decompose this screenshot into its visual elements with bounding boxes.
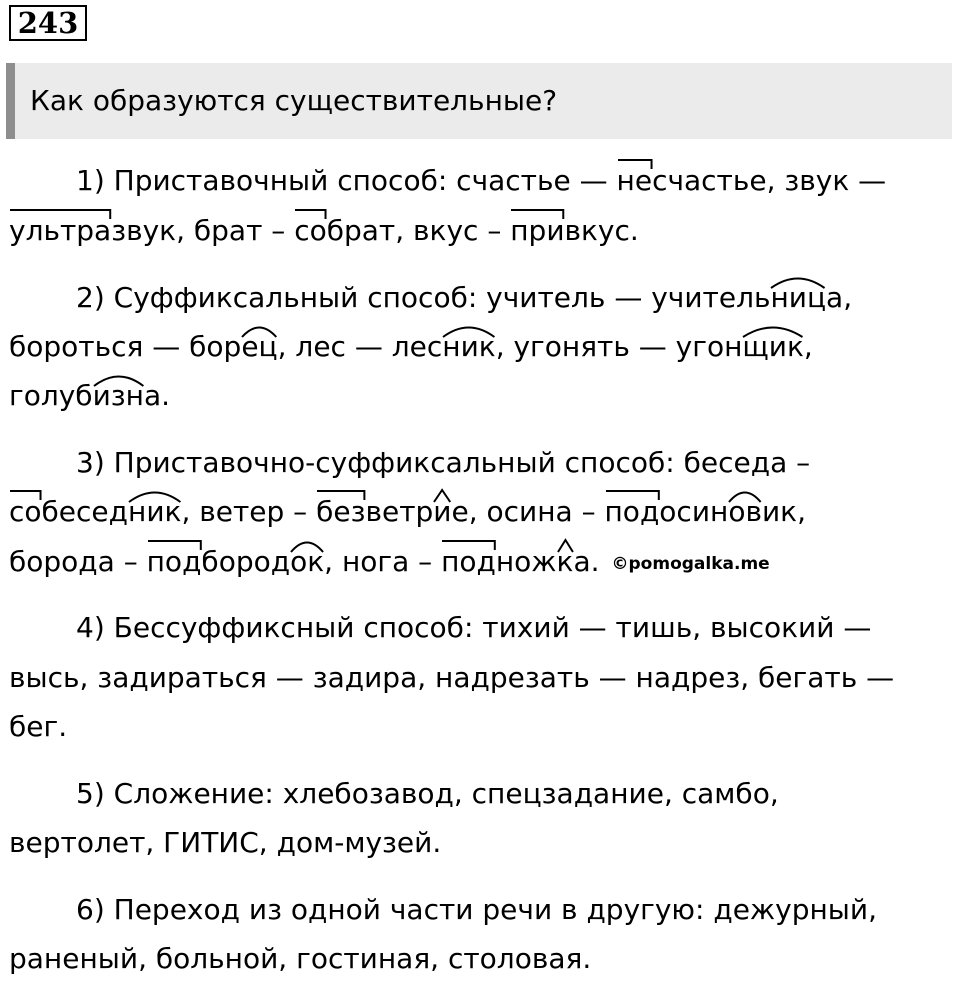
text-segment: , нога – <box>324 545 442 578</box>
text-segment: 1) Приставочный способ: счастье — <box>76 164 617 197</box>
suffix-caret-icon <box>728 489 762 503</box>
prefix-mark: ультра <box>9 214 111 247</box>
question-banner <box>6 63 952 139</box>
exercise-number: 243 <box>9 5 87 41</box>
text-segment: , <box>803 330 813 363</box>
suffix-caret-icon <box>290 539 324 553</box>
answer-p2-line3 <box>9 379 170 413</box>
answer-p6-line2: раненый, больной, гостиная, столовая. <box>9 942 592 975</box>
suffix-caret-icon <box>442 324 495 338</box>
answer-p1-line1 <box>76 164 886 198</box>
text-segment: голуб <box>9 379 93 412</box>
prefix-mark: без <box>316 495 365 528</box>
text-segment: счастье, звук — <box>652 164 887 197</box>
prefix-mark: под <box>441 545 496 578</box>
text-segment: бесед <box>41 495 129 528</box>
text-segment: а, <box>826 281 853 314</box>
text-segment: нож <box>495 545 557 578</box>
suffix-caret-icon <box>241 324 277 338</box>
suffix-mark: ник <box>442 330 495 363</box>
prefix-mark: под <box>147 545 202 578</box>
suffix-mark: к <box>557 545 574 578</box>
question-accent-bar <box>6 63 15 139</box>
prefix-bracket-icon <box>605 489 660 503</box>
answer-p1-line2 <box>9 214 639 248</box>
text-segment: а. <box>573 545 600 578</box>
answer-p6-line1: 6) Переход из одной части речи в другую: дежурный, <box>76 893 877 926</box>
suffix-mark: изн <box>93 379 144 412</box>
text-segment: вкус. <box>564 214 639 247</box>
text-segment: ик, <box>761 495 806 528</box>
text-segment: бороться — бор <box>9 330 242 363</box>
prefix-mark: не <box>617 164 653 197</box>
suffix-mark: ниц <box>770 281 826 314</box>
prefix-mark: со <box>9 495 42 528</box>
text-segment: 3) Приставочно-суффиксальный способ: беседа – <box>76 446 811 479</box>
suffix-mark: ок <box>290 545 324 578</box>
suffix-caret-icon <box>128 489 181 503</box>
prefix-bracket-icon <box>510 208 564 222</box>
suffix-caret-icon <box>93 373 144 387</box>
text-segment: 2) Суффиксальный способ: учитель — учитель <box>76 281 771 314</box>
suffix-mark: ов <box>728 495 762 528</box>
prefix-bracket-icon <box>294 208 327 222</box>
answer-p4-line3: бег. <box>9 710 68 743</box>
text-segment: , ветер – <box>181 495 317 528</box>
answer-p5-line2: вертолет, ГИТИС, дом-музей. <box>9 826 442 859</box>
answer-p4-line2: высь, задираться — задира, надрезать — надрез, бегать — <box>9 661 895 694</box>
suffix-caret-icon <box>770 275 826 289</box>
text-segment: ветр <box>365 495 434 528</box>
text-segment: , лес — лес <box>277 330 443 363</box>
text-segment: , угонять — угон <box>495 330 743 363</box>
suffix-mark: ник <box>128 495 181 528</box>
watermark: ©pomogalka.me <box>611 554 770 574</box>
prefix-mark: со <box>294 214 327 247</box>
prefix-bracket-icon <box>441 539 496 553</box>
answer-p3-line2 <box>9 495 806 529</box>
text-segment: а. <box>143 379 171 412</box>
suffix-mark: и <box>433 495 451 528</box>
question-text: Как образуются существительные? <box>30 84 558 117</box>
suffix-mark: щик <box>742 330 803 363</box>
answer-p3-line1 <box>76 446 810 480</box>
text-segment: е, осина – <box>451 495 605 528</box>
suffix-caret-icon <box>742 324 803 338</box>
text-segment: бород <box>201 545 291 578</box>
prefix-mark: под <box>605 495 660 528</box>
suffix-caret-icon <box>433 489 451 503</box>
suffix-mark: ец <box>241 330 277 363</box>
prefix-bracket-icon <box>147 539 202 553</box>
text-segment: борода – <box>9 545 147 578</box>
prefix-bracket-icon <box>316 489 365 503</box>
prefix-bracket-icon <box>9 208 111 222</box>
prefix-mark: при <box>510 214 564 247</box>
prefix-bracket-icon <box>9 489 42 503</box>
text-segment: звук, брат – <box>111 214 295 247</box>
suffix-caret-icon <box>557 539 574 553</box>
answer-p2-line1 <box>76 281 852 315</box>
text-segment: брат, вкус – <box>326 214 511 247</box>
answer-p3-line3 <box>9 545 770 581</box>
answer-p2-line2 <box>9 330 813 364</box>
answer-p4-line1: 4) Бессуффиксный способ: тихий — тишь, высокий — <box>76 611 872 644</box>
prefix-bracket-icon <box>617 158 653 172</box>
answer-p5-line1: 5) Сложение: хлебозавод, спецзадание, самбо, <box>76 777 779 810</box>
text-segment: осин <box>659 495 729 528</box>
